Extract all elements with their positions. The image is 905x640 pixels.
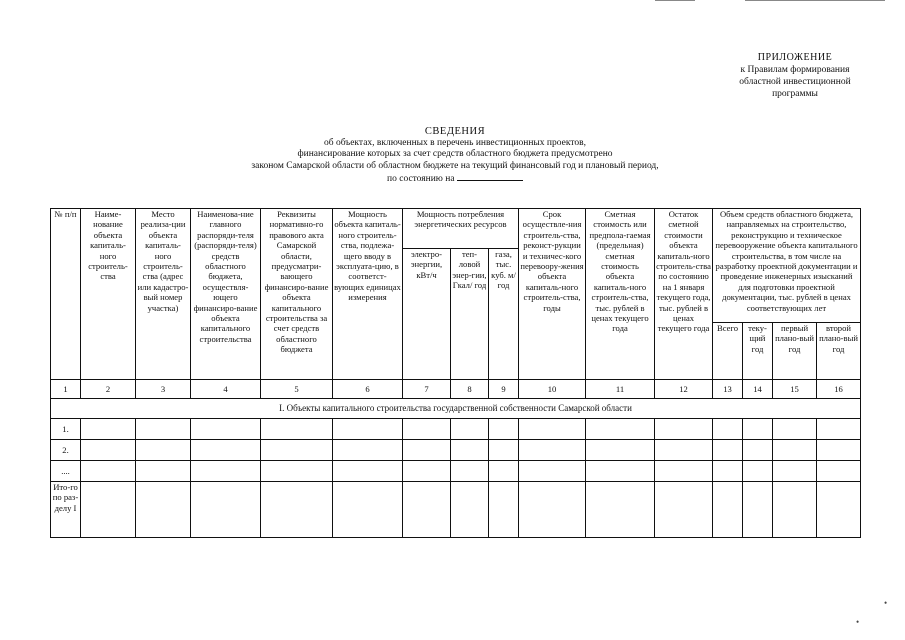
heading-line-4 bbox=[150, 172, 760, 186]
column-number: 10 bbox=[519, 380, 586, 399]
table-cell[interactable] bbox=[333, 440, 403, 461]
table-cell[interactable] bbox=[136, 419, 191, 440]
scan-speck: • bbox=[884, 598, 888, 608]
investment-projects-table bbox=[50, 208, 861, 538]
header-col-9: газа, тыс. куб. м/год bbox=[489, 249, 519, 380]
row-number: 2. bbox=[51, 440, 81, 461]
table-cell[interactable] bbox=[713, 461, 743, 482]
header-energy-group: Мощность потребления энергетических ресурсов bbox=[403, 209, 519, 249]
header-col-7: электро-энергии, кВт/ч bbox=[403, 249, 451, 380]
page-top-edge-line-left bbox=[655, 0, 695, 1]
table-cell[interactable] bbox=[713, 440, 743, 461]
table-cell[interactable] bbox=[191, 461, 261, 482]
header-col-5: Реквизиты нормативно-го правового акта Самарской области, предусматри-вающего финансиро-вание объекта капитального строительства за счет средств областного бюджета bbox=[261, 209, 333, 380]
table-cell[interactable] bbox=[773, 482, 817, 538]
table-cell[interactable] bbox=[333, 419, 403, 440]
appendix-block bbox=[700, 52, 890, 100]
table-cell[interactable] bbox=[586, 440, 655, 461]
table-cell[interactable] bbox=[136, 440, 191, 461]
table-cell[interactable] bbox=[191, 440, 261, 461]
page-top-edge-line-right bbox=[745, 0, 885, 1]
table-cell[interactable] bbox=[743, 419, 773, 440]
table-row bbox=[51, 461, 861, 482]
column-number: 5 bbox=[261, 380, 333, 399]
heading-line-3: законом Самарской области об областном бюджете на текущий финансовый год и плановый период, bbox=[251, 160, 659, 171]
table-cell[interactable] bbox=[713, 419, 743, 440]
table-cell[interactable] bbox=[817, 461, 861, 482]
document-heading bbox=[150, 126, 760, 186]
heading-line-1: об объектах, включенных в перечень инвестиционных проектов, bbox=[324, 137, 586, 148]
table-cell[interactable] bbox=[655, 440, 713, 461]
table-cell[interactable] bbox=[191, 482, 261, 538]
header-row-top bbox=[51, 209, 861, 249]
table-cell[interactable] bbox=[261, 461, 333, 482]
table-cell[interactable] bbox=[81, 419, 136, 440]
total-row bbox=[51, 482, 861, 538]
table-cell[interactable] bbox=[773, 461, 817, 482]
table-cell[interactable] bbox=[743, 482, 773, 538]
total-label: Ито-го по раз-делу I bbox=[51, 482, 81, 538]
appendix-line-2: областной инвестиционной bbox=[739, 77, 851, 87]
table-cell[interactable] bbox=[743, 440, 773, 461]
column-number: 3 bbox=[136, 380, 191, 399]
table-row bbox=[51, 440, 861, 461]
scan-speck: • bbox=[856, 617, 860, 627]
header-funding-group: Объем средств областного бюджета, направляемых на строительство, реконструкцию и техническое перевооружение объекта капитального строительства, в том числе на разработку проектной документации и проведение инженерных изысканий для подготовки проектной документации, тыс. рублей в ценах соответствующих лет bbox=[713, 209, 861, 323]
section-row bbox=[51, 399, 861, 419]
table-cell[interactable] bbox=[333, 482, 403, 538]
table-cell[interactable] bbox=[817, 419, 861, 440]
header-col-8: теп-ловой энер-гии, Гкал/ год bbox=[451, 249, 489, 380]
row-number: .... bbox=[51, 461, 81, 482]
table-cell[interactable] bbox=[655, 419, 713, 440]
table-cell[interactable] bbox=[403, 482, 451, 538]
table-cell[interactable] bbox=[451, 461, 489, 482]
column-number: 1 bbox=[51, 380, 81, 399]
table-cell[interactable] bbox=[586, 461, 655, 482]
column-number: 4 bbox=[191, 380, 261, 399]
table-cell[interactable] bbox=[81, 440, 136, 461]
heading-line-2: финансирование которых за счет средств областного бюджета предусмотрено bbox=[297, 149, 613, 159]
table-cell[interactable] bbox=[81, 461, 136, 482]
as-of-date-label: по состоянию на bbox=[387, 174, 455, 184]
table-cell[interactable] bbox=[451, 440, 489, 461]
table-cell[interactable] bbox=[403, 461, 451, 482]
header-col-2: Наиме-нование объекта капиталь-ного строитель-ства bbox=[81, 209, 136, 380]
table-cell[interactable] bbox=[519, 482, 586, 538]
table-cell[interactable] bbox=[261, 419, 333, 440]
header-col-3: Место реализа-ции объекта капиталь-ного строитель-ства (адрес или кадастро-вый номер участка) bbox=[136, 209, 191, 380]
table-cell[interactable] bbox=[81, 482, 136, 538]
column-number: 12 bbox=[655, 380, 713, 399]
as-of-date-blank[interactable] bbox=[457, 172, 523, 181]
table-cell[interactable] bbox=[261, 440, 333, 461]
table-cell[interactable] bbox=[333, 461, 403, 482]
table-cell[interactable] bbox=[261, 482, 333, 538]
table-cell[interactable] bbox=[451, 419, 489, 440]
table-cell[interactable] bbox=[586, 419, 655, 440]
column-number: 7 bbox=[403, 380, 451, 399]
column-number: 11 bbox=[586, 380, 655, 399]
table-cell[interactable] bbox=[403, 419, 451, 440]
table-cell[interactable] bbox=[489, 461, 519, 482]
column-number: 15 bbox=[773, 380, 817, 399]
section-title: I. Объекты капитального строительства государственной собственности Самарской области bbox=[51, 399, 861, 419]
table-cell[interactable] bbox=[519, 461, 586, 482]
header-col-10: Срок осуществле-ния строитель-ства, реконст-рукции и техничес-кого перевоору-жения объекта капиталь-ного строитель-ства, годы bbox=[519, 209, 586, 380]
table-cell[interactable] bbox=[136, 461, 191, 482]
row-number: 1. bbox=[51, 419, 81, 440]
table-cell[interactable] bbox=[713, 482, 743, 538]
header-col-6: Мощность объекта капиталь-ного строитель-ства, подлежа-щего вводу в эксплуата-цию, в соответст-вующих единицах измерения bbox=[333, 209, 403, 380]
appendix-title: ПРИЛОЖЕНИЕ bbox=[757, 52, 833, 63]
table-cell[interactable] bbox=[489, 482, 519, 538]
table-row bbox=[51, 419, 861, 440]
table-cell[interactable] bbox=[586, 482, 655, 538]
header-col-16: второй плано-вый год bbox=[817, 323, 861, 380]
header-col-1: № п/п bbox=[51, 209, 81, 380]
column-numbers-row bbox=[51, 380, 861, 399]
table-cell[interactable] bbox=[136, 482, 191, 538]
table-cell[interactable] bbox=[519, 419, 586, 440]
column-number: 13 bbox=[713, 380, 743, 399]
header-col-12: Остаток сметной стоимости объекта капиталь-ного строитель-ства по состоянию на 1 января текущего года, тыс. рублей в ценах текущего года bbox=[655, 209, 713, 380]
column-number: 6 bbox=[333, 380, 403, 399]
column-number: 14 bbox=[743, 380, 773, 399]
table-cell[interactable] bbox=[451, 482, 489, 538]
header-col-14: теку-щий год bbox=[743, 323, 773, 380]
table-cell[interactable] bbox=[403, 440, 451, 461]
table-cell[interactable] bbox=[817, 482, 861, 538]
column-number: 8 bbox=[451, 380, 489, 399]
table-cell[interactable] bbox=[519, 440, 586, 461]
appendix-line-1: к Правилам формирования bbox=[740, 65, 850, 75]
table-cell[interactable] bbox=[655, 482, 713, 538]
table-cell[interactable] bbox=[489, 419, 519, 440]
table-cell[interactable] bbox=[773, 440, 817, 461]
table-cell[interactable] bbox=[191, 419, 261, 440]
column-number: 2 bbox=[81, 380, 136, 399]
table-cell[interactable] bbox=[743, 461, 773, 482]
table-cell[interactable] bbox=[489, 440, 519, 461]
header-col-11: Сметная стоимость или предпола-гаемая (предельная) сметная стоимость объекта капиталь-ного строитель-ства, тыс. рублей в ценах текущего года bbox=[586, 209, 655, 380]
header-col-13: Всего bbox=[713, 323, 743, 380]
header-col-4: Наименова-ние главного распоряди-теля (распоряди-теля) средств областного бюджета, осуществля-ющего финансиро-вание объекта капитального строительства bbox=[191, 209, 261, 380]
document-title: СВЕДЕНИЯ bbox=[424, 126, 486, 137]
appendix-line-3: программы bbox=[772, 89, 818, 99]
table-cell[interactable] bbox=[773, 419, 817, 440]
column-number: 16 bbox=[817, 380, 861, 399]
column-number: 9 bbox=[489, 380, 519, 399]
table-cell[interactable] bbox=[655, 461, 713, 482]
header-col-15: первый плано-вый год bbox=[773, 323, 817, 380]
table-cell[interactable] bbox=[817, 440, 861, 461]
